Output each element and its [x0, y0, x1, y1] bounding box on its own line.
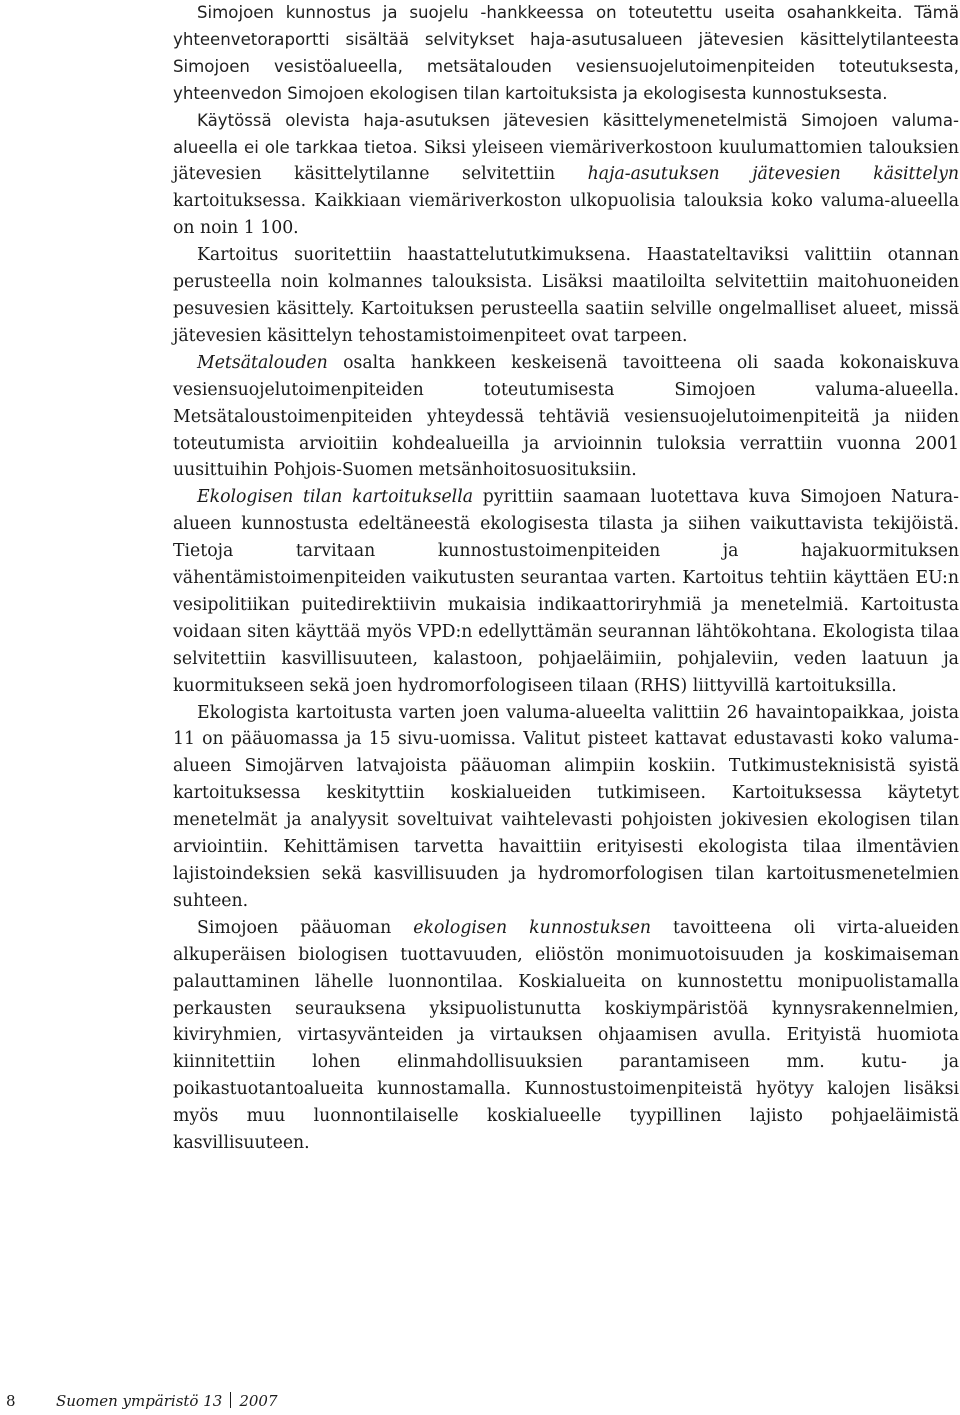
series-year: 2007	[239, 1392, 278, 1410]
main-text-column	[173, 0, 959, 1157]
series-issue: 13	[203, 1392, 223, 1410]
footer-series	[56, 1392, 278, 1410]
restoration-text-b: tavoitteena oli virta-alueiden alkuperäisen biologisen tuottavuuden, eliöstön monimuotoisuuden ja koskimaiseman palauttaminen lähelle luonnontilaa. Koskialueita on kunnostettu monipuolistamalla perkausten seurauksena yksipuolistunutta koskiympäristöä kynnysrakennelmien, kiviryhmien, virtasyvänteiden ja virtauksen ohjaamisen avulla. Erityistä huomiota kiinnitettiin lohen elinmahdollisuuksien parantamiseen mm. kutu- ja poikastuotantoalueita kunnostamalla. Kunnostustoimenpiteistä hyötyy kalojen lisäksi myös muu luonnontilaiselle koskialueelle tyypillinen lajisto pohjaeläimistä kasvillisuuteen.	[173, 917, 959, 1154]
restoration-text-a: Simojoen pääuoman	[197, 917, 414, 938]
paragraph-forestry	[173, 350, 959, 485]
page-number: 8	[6, 1392, 16, 1410]
wastewater-lead-text: Käytössä olevista haja-asutuksen jätevesien käsittelymenetelmistä Simojoen valuma-alueella ei ole tarkkaa tietoa.	[173, 110, 959, 157]
forestry-emphasis: Metsätalouden	[197, 352, 328, 373]
forestry-text: osalta hankkeen keskeisenä tavoitteena oli saada kokonaiskuva vesiensuojelutoimenpiteiden toteutumisesta Simojoen valuma-alueella. Metsätaloustoimenpiteiden yhteydessä tehtäviä vesiensuojelutoimenpiteitä ja niiden toteutumista arvioitiin kohdealueilla ja arvioinnin tuloksia verrattiin vuonna 2001 uusittuihin Pohjois-Suomen metsänhoitosuosituksiin.	[173, 352, 959, 481]
paragraph-sites	[173, 700, 959, 915]
series-title: Suomen ympäristö	[56, 1392, 199, 1410]
paragraph-ecological-survey	[173, 484, 959, 699]
paragraph-survey	[173, 242, 959, 350]
footer-divider	[230, 1392, 231, 1408]
survey-text: Kartoitus suoritettiin haastattelututkimuksena. Haastateltaviksi valittiin otannan perusteella noin kolmannes talouksista. Lisäksi maatiloilta selvitettiin maitohuoneiden pesuvesien käsittely. Kartoituksen perusteella saatiin selville ongelmalliset alueet, missä jätevesien käsittelyn tehostamistoimenpiteet ovat tarpeen.	[173, 245, 959, 346]
intro-text: Simojoen kunnostus ja suojelu -hankkeessa on toteutettu useita osahankkeita. Tämä yhteenvetoraportti sisältää selvitykset haja-asutusalueen jätevesien käsittelytilanteesta Simojoen vesistöalueella, metsätalouden vesiensuojelutoimenpiteiden toteutuksesta, yhteenvedon Simojoen ekologisen tilan kartoituksista ja ekologisesta kunnostuksesta.	[173, 3, 959, 103]
paragraph-intro	[173, 0, 959, 108]
ecological-survey-text: pyrittiin saamaan luotettava kuva Simojoen Natura-alueen kunnostusta edeltäneestä ekologisesta tilasta ja siihen vaikuttavista tekijöistä. Tietoja tarvitaan kunnostustoimenpiteiden ja hajakuormituksen vähentämistoimenpiteiden vaikutusten seurantaa varten. Kartoitus tehtiin käyttäen EU:n vesipolitiikan puitedirektiivin mukaisia indikaattoriryhmiä ja menetelmiä. Kartoitusta voidaan siten käyttää myös VPD:n edellyttämän seurannan lähtökohtana. Ekologista tilaa selvitettiin kasvillisuuteen, kalastoon, pohjaeläimiin, pohjaleviin, veden laatuun ja kuormitukseen sekä joen hydromorfologiseen tilaan (RHS) liittyvillä kartoituksilla.	[173, 487, 959, 696]
restoration-emphasis: ekologisen kunnostuksen	[413, 917, 652, 938]
paragraph-wastewater	[173, 108, 959, 243]
wastewater-text-b: kartoituksessa. Kaikkiaan viemäriverkoston ulkopuolisia talouksia koko valuma-alueella on noin 1 100.	[173, 191, 959, 239]
wastewater-emphasis: haja-asutuksen jätevesien käsittelyn	[587, 164, 960, 185]
sites-text: Ekologista kartoitusta varten joen valuma-alueelta valittiin 26 havaintopaikkaa, joista 11 on pääuomassa ja 15 sivu-uomissa. Valitut pisteet kattavat edustavasti koko valuma-alueen Simojärven latvajoista pääuoman alimpiin koskiin. Tutkimusteknisistä syistä kartoituksessa keskityttiin koskialueiden tutkimiseen. Kartoituksessa käytetyt menetelmät ja analyysit soveltuivat vaihtelevasti pohjoisten jokivesien ekologisen tilan arviointiin. Kehittämisen tarvetta havaittiin erityisesti ekologista tilaa ilmentävien lajistoindeksien sekä kasvillisuuden ja hydromorfologisen tilan kartoitusmenetelmien suhteen.	[173, 702, 959, 911]
paragraph-restoration	[173, 915, 959, 1157]
ecological-survey-emphasis: Ekologisen tilan kartoituksella	[197, 487, 474, 508]
wastewater-text-a: Siksi yleiseen viemäriverkostoon kuulumattomien talouksien jätevesien käsittelytilanne selvitettiin	[173, 137, 959, 185]
